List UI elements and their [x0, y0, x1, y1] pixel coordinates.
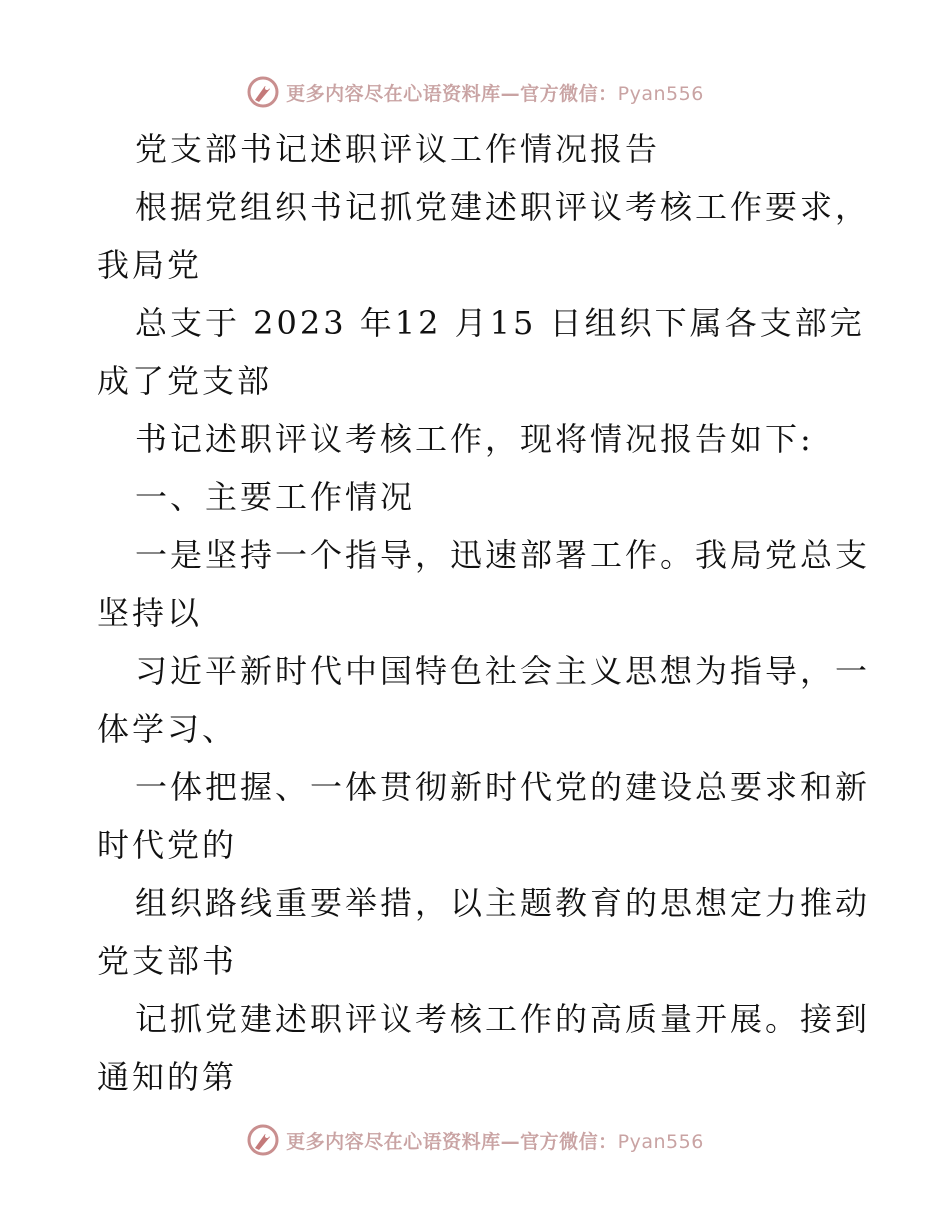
- header-watermark: [0, 72, 950, 112]
- document-body: [97, 120, 871, 1106]
- paragraph-1: 根据党组织书记抓党建述职评议考核工作要求， 我局党: [97, 188, 871, 284]
- paragraph-5: 一是坚持一个指导，迅速部署工作。我局党总支 坚持以: [97, 536, 871, 632]
- document-title: 党支部书记述职评议工作情况报告: [135, 130, 661, 168]
- paragraph-8: 组织路线重要举措，以主题教育的思想定力推动 党支部书: [97, 884, 871, 980]
- pen-nib-logo-icon: [246, 1123, 280, 1157]
- paragraph-6: 习近平新时代中国特色社会主义思想为指导，一 体学习、: [97, 652, 871, 748]
- paragraph-3: 书记述职评议考核工作，现将情况报告如下:: [135, 420, 814, 458]
- paragraph-9: 记抓党建述职评议考核工作的高质量开展。接到 通知的第: [97, 1000, 871, 1096]
- watermark-text: 更多内容尽在心语资料库—官方微信：Pyan556: [286, 82, 704, 105]
- paragraph-2: 总支于 2023 年12 月15 日组织下属各支部完 成了党支部: [97, 304, 865, 400]
- section-heading: 一、主要工作情况: [135, 478, 416, 516]
- watermark-text: 更多内容尽在心语资料库—官方微信：Pyan556: [286, 1130, 704, 1153]
- paragraph-7: 一体把握、一体贯彻新时代党的建设总要求和新 时代党的: [97, 768, 871, 864]
- pen-nib-logo-icon: [246, 75, 280, 109]
- footer-watermark: [0, 1120, 950, 1160]
